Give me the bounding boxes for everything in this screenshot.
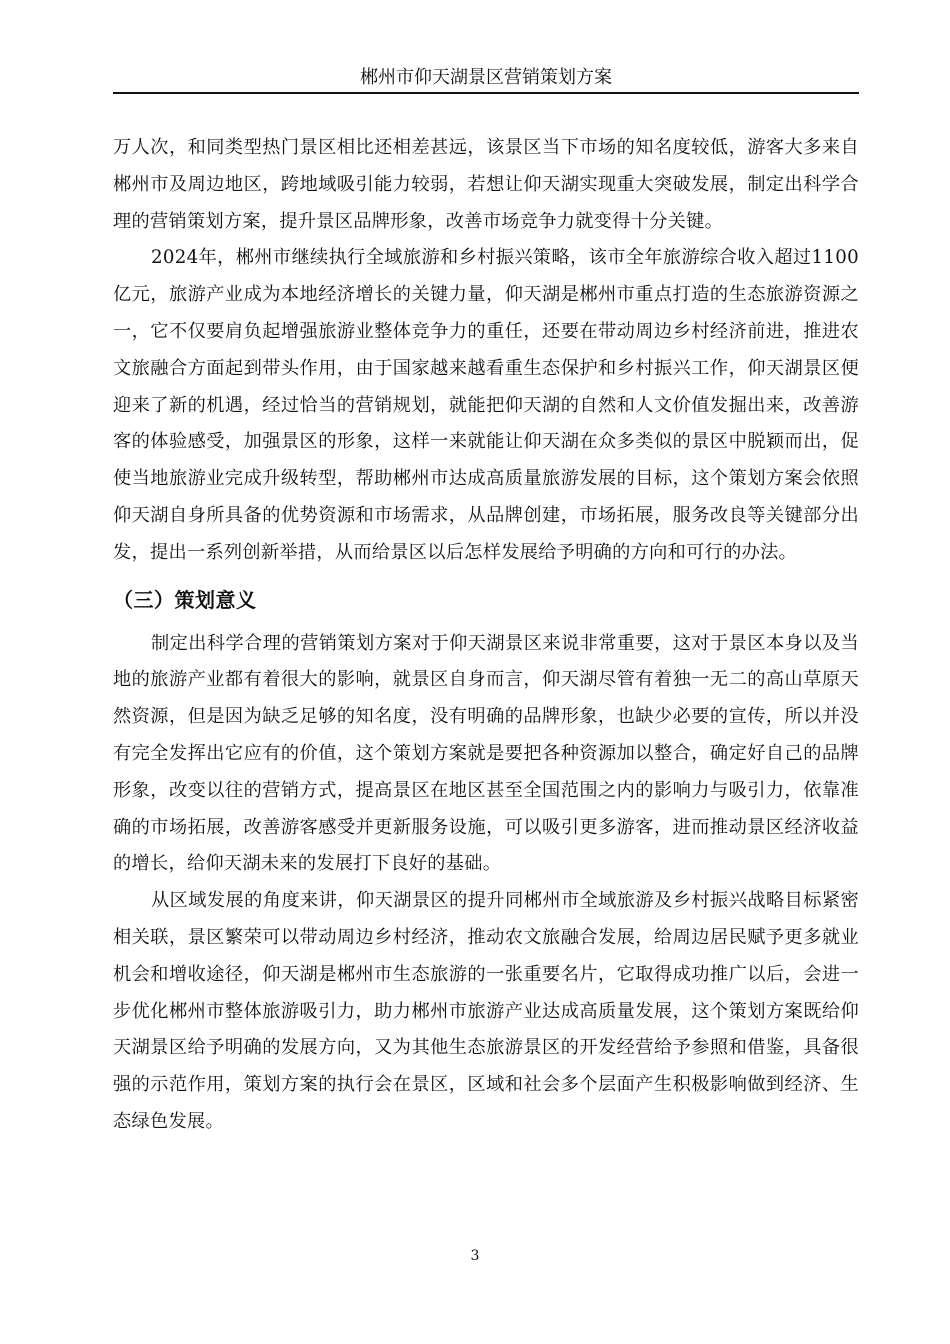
paragraph-continued: 万人次，和同类型热门景区相比还相差甚远，该景区当下市场的知名度较低，游客大多来自郴州市及周边地区，跨地域吸引能力较弱，若想让仰天湖实现重大突破发展，制定出科学合理的营销策划方案，提升景区品牌形象，改善市场竞争力就变得十分关键。	[113, 137, 859, 232]
header-divider	[113, 92, 859, 94]
paragraph-significance-scenic: 制定出科学合理的营销策划方案对于仰天湖景区来说非常重要，这对于景区本身以及当地的旅游产业都有着很大的影响，就景区自身而言，仰天湖尽管有着独一无二的高山草原天然资源，但是因为缺乏足够的知名度，没有明确的品牌形象，也缺少必要的宣传，所以并没有完全发挥出它应有的价值，这个策划方案就是要把各种资源加以整合，确定好自己的品牌形象，改变以往的营销方式，提高景区在地区甚至全国范围之内的影响力与吸引力，依靠准确的市场拓展，改善游客感受并更新服务设施，可以吸引更多游客，进而推动景区经济收益的增长，给仰天湖未来的发展打下良好的基础。	[113, 632, 859, 875]
paragraph-significance-regional: 从区域发展的角度来讲，仰天湖景区的提升同郴州市全域旅游及乡村振兴战略目标紧密相关联，景区繁荣可以带动周边乡村经济，推动农文旅融合发展，给周边居民赋予更多就业机会和增收途径，仰天湖是郴州市生态旅游的一张重要名片，它取得成功推广以后，会进一步优化郴州市整体旅游吸引力，助力郴州市旅游产业达成高质量发展，这个策划方案既给仰天湖景区给予明确的发展方向，又为其他生态旅游景区的开发经营给予参照和借鉴，具备很强的示范作用，策划方案的执行会在景区，区域和社会多个层面产生积极影响做到经济、生态绿色发展。	[113, 890, 859, 1132]
document-body	[113, 130, 859, 1141]
page-number: 3	[470, 1248, 480, 1264]
paragraph-background: 2024年，郴州市继续执行全域旅游和乡村振兴策略，该市全年旅游综合收入超过1100亿元，旅游产业成为本地经济增长的关键力量，仰天湖是郴州市重点打造的生态旅游资源之一，它不仅要肩负起增强旅游业整体竞争力的重任，还要在带动周边乡村经济前进，推进农文旅融合方面起到带头作用，由于国家越来越看重生态保护和乡村振兴工作，仰天湖景区便迎来了新的机遇，经过恰当的营销规划，就能把仰天湖的自然和人文价值发掘出来，改善游客的体验感受，加强景区的形象，这样一来就能让仰天湖在众多类似的景区中脱颖而出，促使当地旅游业完成升级转型，帮助郴州市达成高质量旅游发展的目标，这个策划方案会依照仰天湖自身所具备的优势资源和市场需求，从品牌创建，市场拓展，服务改良等关键部分出发，提出一系列创新举措，从而给景区以后怎样发展给予明确的方向和可行的办法。	[113, 247, 859, 563]
section-heading: （三）策划意义	[113, 587, 257, 612]
page-header-title: 郴州市仰天湖景区营销策划方案	[360, 67, 612, 88]
